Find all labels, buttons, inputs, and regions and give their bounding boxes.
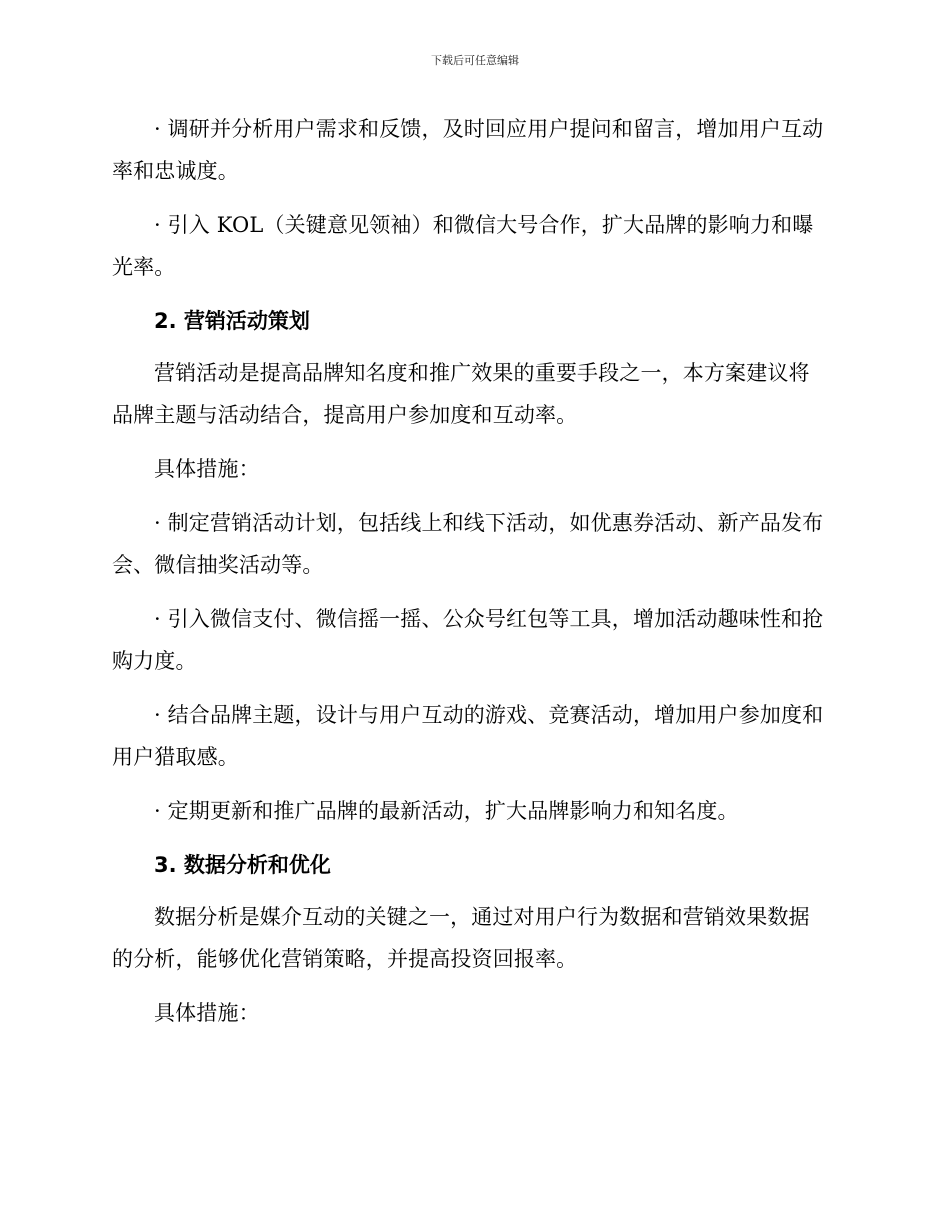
section-heading-data-analysis: 3. 数据分析和优化 [154,853,331,877]
paragraph-marketing-intro: 营销活动是提高品牌知名度和推广效果的重要手段之一，本方案建议将品牌主题与活动结合，提高用户参加度和互动率。 [112,361,810,427]
bullet-paragraph-kol-cooperation: · 引入 KOL（关键意见领袖）和微信大号合作，扩大品牌的影响力和曝光率。 [112,213,814,279]
paragraph-specific-measures: 具体措施： [154,457,260,481]
document-body [112,108,830,1046]
bullet-paragraph-interactive-games: · 结合品牌主题，设计与用户互动的游戏、竞赛活动，增加用户参加度和用户猎取感。 [112,703,824,769]
section-heading-marketing-activities: 2. 营销活动策划 [154,309,310,333]
paragraph-specific-measures-2: 具体措施： [154,1001,260,1025]
paragraph-data-analysis-intro: 数据分析是媒介互动的关键之一，通过对用户行为数据和营销效果数据的分析，能够优化营销策略，并提高投资回报率。 [112,905,810,971]
bullet-paragraph-wechat-tools: · 引入微信支付、微信摇一摇、公众号红包等工具，增加活动趣味性和抢购力度。 [112,607,824,673]
bullet-paragraph-user-feedback: · 调研并分析用户需求和反馈，及时回应用户提问和留言，增加用户互动率和忠诚度。 [112,117,824,183]
bullet-paragraph-update-promotion: · 定期更新和推广品牌的最新活动，扩大品牌影响力和知名度。 [154,799,739,823]
bullet-paragraph-activity-plan: · 制定营销活动计划，包括线上和线下活动，如优惠券活动、新产品发布会、微信抽奖活动等。 [112,511,824,577]
page-header: 下载后可任意编辑 [431,54,519,67]
